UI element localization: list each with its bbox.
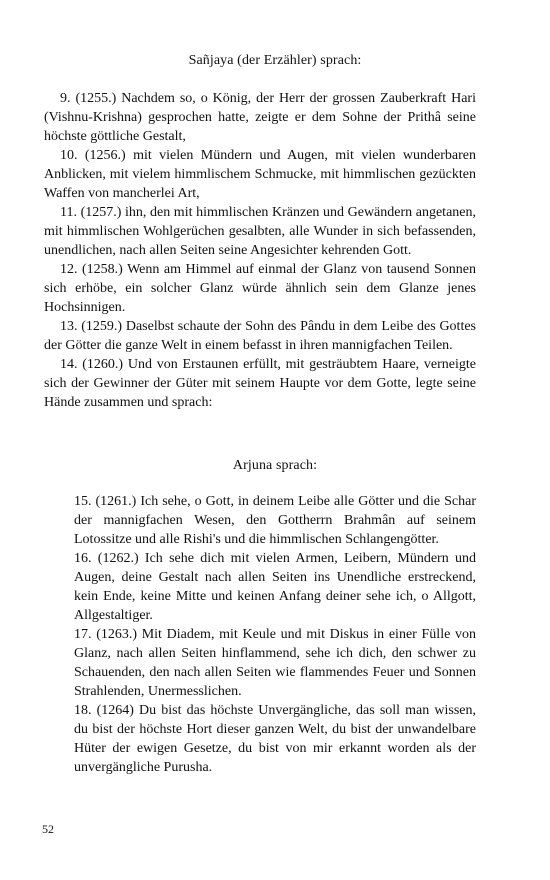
verse-15: 15. (1261.) Ich sehe, o Gott, in deinem Leibe alle Götter und die Schar der mannigfachen Wesen, den Gottherrn Brahmân auf seinem Lotossitze und alle Rishi's und die himmlischen Schlangengötter. (74, 494, 476, 547)
verse-14: 14. (1260.) Und von Erstaunen erfüllt, mit gesträubtem Haare, verneigte sich der Gewinner der Güter mit seinem Haupte vor dem Gotte, legte seine Hände zusammen und sprach: (44, 357, 476, 410)
verse-13: 13. (1259.) Daselbst schaute der Sohn des Pându in dem Leibe des Gottes der Götter die ganze Welt in einem befasst in ihren mannigfachen Teilen. (44, 319, 476, 353)
page-number: 52 (42, 822, 54, 836)
verse-18: 18. (1264) Du bist das höchste Unvergängliche, das soll man wissen, du bist der höchste Hort dieser ganzen Welt, du bist der unwandelbare Hüter der ewigen Gesetze, du bist von mir erkannt worden als der unvergängliche Purusha. (74, 703, 476, 775)
speaker-heading-sanjaya: Sañjaya (der Erzähler) sprach: (188, 53, 362, 68)
verse-12: 12. (1258.) Wenn am Himmel auf einmal der Glanz von tausend Sonnen sich erhöbe, ein solcher Glanz würde ähnlich sein dem Glanze jenes Hochsinnigen. (44, 262, 476, 315)
verse-10: 10. (1256.) mit vielen Mündern und Augen, mit vielen wunderbaren Anblicken, mit vielem himmlischem Schmucke, mit himmlischen gezückten Waffen von mancherlei Art, (44, 148, 476, 201)
verse-16: 16. (1262.) Ich sehe dich mit vielen Armen, Leibern, Mündern und Augen, deine Gestalt nach allen Seiten ins Unendliche erstreckend, kein Ende, keine Mitte und keinen Anfang deiner sehe ich, o Allgott, Allgestaltiger. (74, 551, 476, 623)
verse-17: 17. (1263.) Mit Diadem, mit Keule und mit Diskus in einer Fülle von Glanz, nach allen Seiten hinflammend, sehe ich dich, den schwer zu Schauenden, den nach allen Seiten wie flammendes Feuer und Sonnen Strahlenden, Unermesslichen. (74, 627, 476, 699)
verse-9: 9. (1255.) Nachdem so, o König, der Herr der grossen Zauberkraft Hari (Vishnu-Krishna) gesprochen hatte, zeigte er dem Sohne der Prithâ seine höchste göttliche Gestalt, (44, 91, 476, 144)
narration-verses (44, 89, 476, 412)
verse-11: 11. (1257.) ihn, den mit himmlischen Kränzen und Gewändern angetanen, mit himmlischen Wohlgerüchen gesalbten, alle Wunder in sich befassenden, unendlichen, nach allen Seiten seine Angesichter kehrenden Gott. (44, 205, 476, 258)
speaker-heading-arjuna: Arjuna sprach: (232, 458, 318, 473)
arjuna-verses (74, 492, 476, 777)
